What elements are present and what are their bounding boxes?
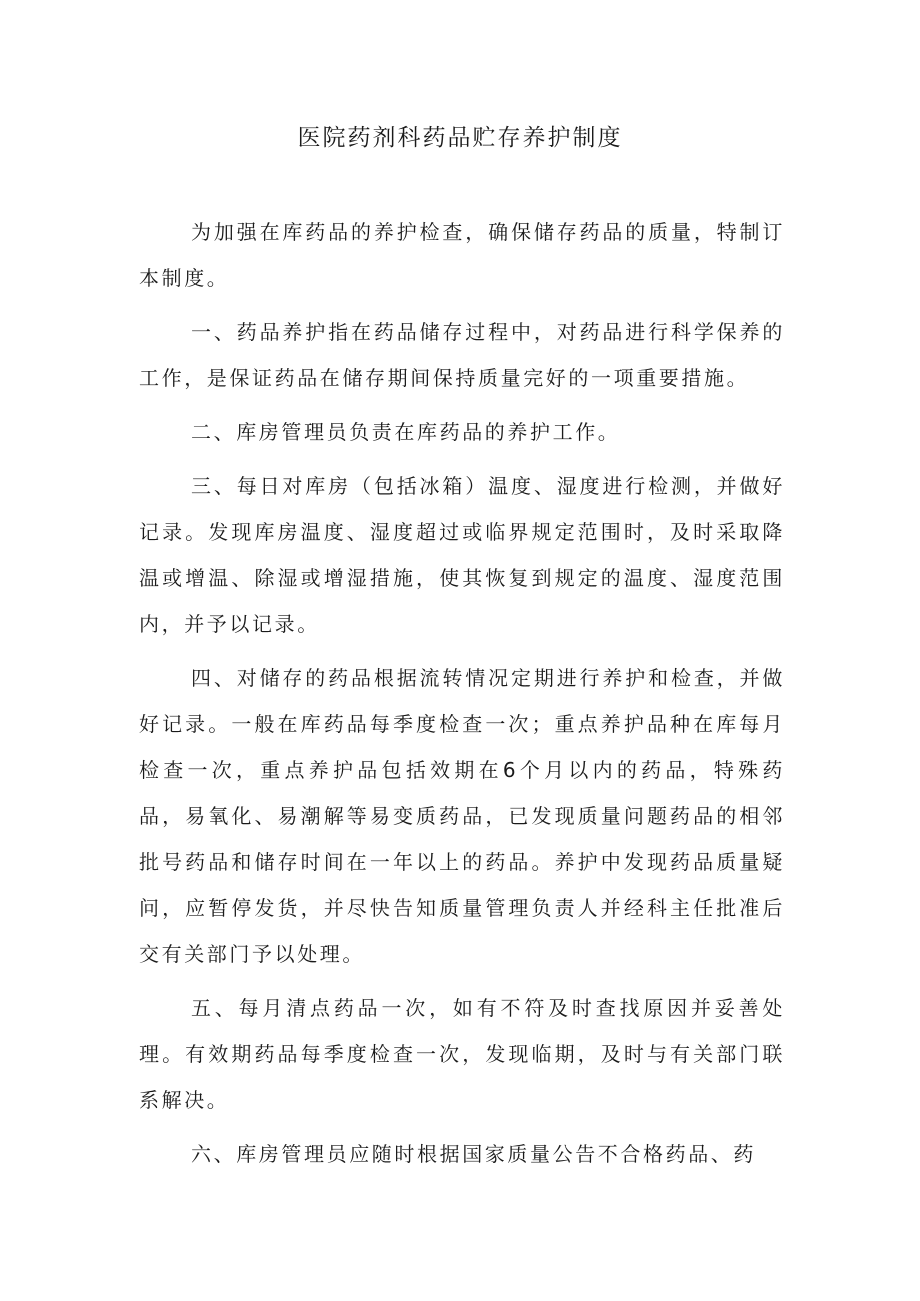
paragraph-intro: 为加强在库药品的养护检查，确保储存药品的质量，特制订本制度。 xyxy=(139,220,785,290)
paragraph-3: 三、每日对库房（包括冰箱）温度、湿度进行检测，并做好记录。发现库房温度、湿度超过或临界规定范围时，及时采取降温或增温、除湿或增湿措施，使其恢复到规定的温度、湿度范围内，并予以记录。 xyxy=(139,474,785,636)
document-body xyxy=(139,209,785,1185)
paragraph-5: 五、每月清点药品一次，如有不符及时查找原因并妥善处理。有效期药品每季度检查一次，发现临期，及时与有关部门联系解决。 xyxy=(139,996,785,1112)
paragraph-6: 六、库房管理员应随时根据国家质量公告不合格药品、药 xyxy=(191,1142,756,1166)
paragraph-2: 二、库房管理员负责在库药品的养护工作。 xyxy=(191,420,621,444)
document-title: 医院药剂科药品贮存养护制度 xyxy=(297,125,623,151)
paragraph-4: 四、对储存的药品根据流转情况定期进行养护和检查，并做好记录。一般在库药品每季度检查一次；重点养护品种在库每月检查一次，重点养护品包括效期在6个月以内的药品，特殊药品，易氧化、易潮解等易变质药品，已发现质量问题药品的相邻批号药品和储存时间在一年以上的药品。养护中发现药品质量疑问，应暂停发货，并尽快告知质量管理负责人并经科主任批准后交有关部门予以处理。 xyxy=(139,666,785,966)
paragraph-1: 一、药品养护指在药品储存过程中，对药品进行科学保养的工作，是保证药品在储存期间保持质量完好的一项重要措施。 xyxy=(139,320,785,390)
